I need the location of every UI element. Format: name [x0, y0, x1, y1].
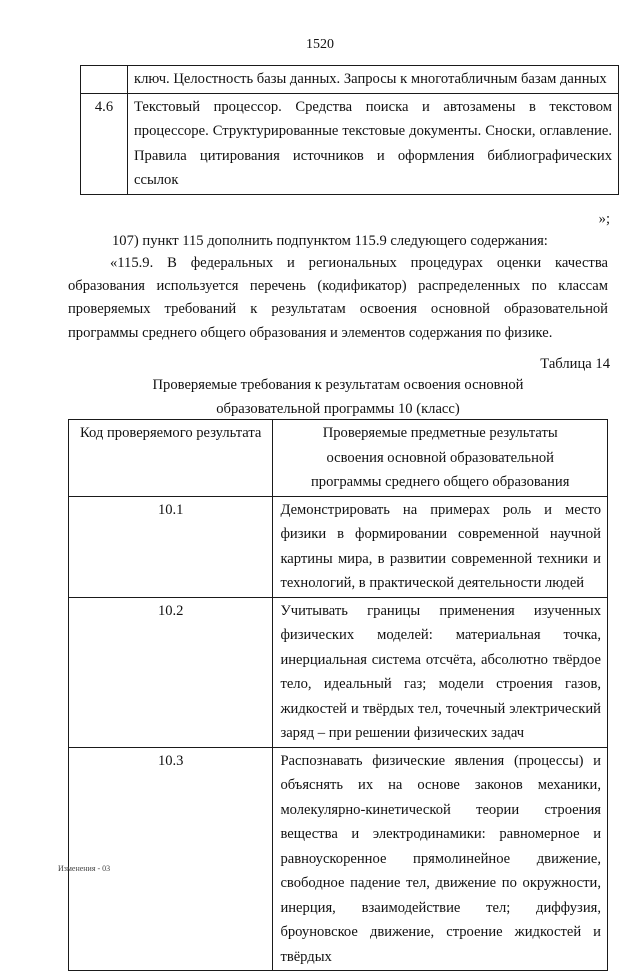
- table-cell-code: 4.6: [81, 93, 128, 194]
- table-cell-text: Учитывать границы применения изученных физических моделей: материальная точка, инерциальная система отсчёта, абсолютно твёрдое тело, идеальный газ; модели строения газов, жидкостей и твёрдых тел, точечный электрический заряд – при решении физических задач: [273, 597, 608, 747]
- table-title: [68, 373, 608, 421]
- body-paragraph: «115.9. В федеральных и региональных процедурах оценки качества образования используется перечень (кодификатор) распределенных по классам проверяемых требований к результатам освоения основной образовательной программы среднего общего образования и элементов содержания по физике.: [68, 255, 608, 341]
- item-line: 107) пункт 115 дополнить подпунктом 115.9 следующего содержания:: [112, 233, 548, 249]
- table-cell-text: Распознавать физические явления (процессы) и объяснять их на основе законов механики, молекулярно-кинетической теории строения вещества и электродинамики: равномерное и равноускоренное прямолинейное движение, свободное падение тел, движение по окружности, инерция, взаимодействие тел; диффузия, броуновское движение, строение жидкостей и твёрдых: [273, 747, 608, 971]
- requirements-table: [68, 419, 608, 971]
- table-header-row: [69, 420, 608, 497]
- table-cell-text: Текстовый процессор. Средства поиска и автозамены в текстовом процессоре. Структурированные текстовые документы. Сноски, оглавление. Правила цитирования источников и оформления библиографических ссылок: [128, 93, 619, 194]
- header-cell-code: Код проверяемого результата: [69, 420, 273, 497]
- table-row: [69, 597, 608, 747]
- quote-end: »;: [598, 211, 610, 227]
- footer-note: Изменения - 03: [58, 864, 111, 873]
- header-cell-text: Проверяемые предметные результаты освоения основной образовательной программы среднего общего образования: [273, 420, 608, 497]
- table-caption: Таблица 14: [540, 356, 610, 372]
- table-title-line: Проверяемые требования к результатам освоения основной: [152, 377, 524, 393]
- top-table: [80, 65, 619, 195]
- table-row: [69, 496, 608, 597]
- table-cell-code: [81, 66, 128, 94]
- table-cell-code: 10.3: [69, 747, 273, 971]
- table-cell-code: 10.2: [69, 597, 273, 747]
- table-cell-code: 10.1: [69, 496, 273, 597]
- table-title-line: образовательной программы 10 (класс): [216, 401, 460, 417]
- table-row: [81, 66, 619, 94]
- table-cell-text: Демонстрировать на примерах роль и место физики в формировании современной научной картины мира, в развитии современной техники и технологий, в практической деятельности людей: [273, 496, 608, 597]
- table-row: [69, 747, 608, 971]
- table-cell-text: ключ. Целостность базы данных. Запросы к многотабличным базам данных: [128, 66, 619, 94]
- table-row: [81, 93, 619, 194]
- page-number: 1520: [306, 37, 334, 52]
